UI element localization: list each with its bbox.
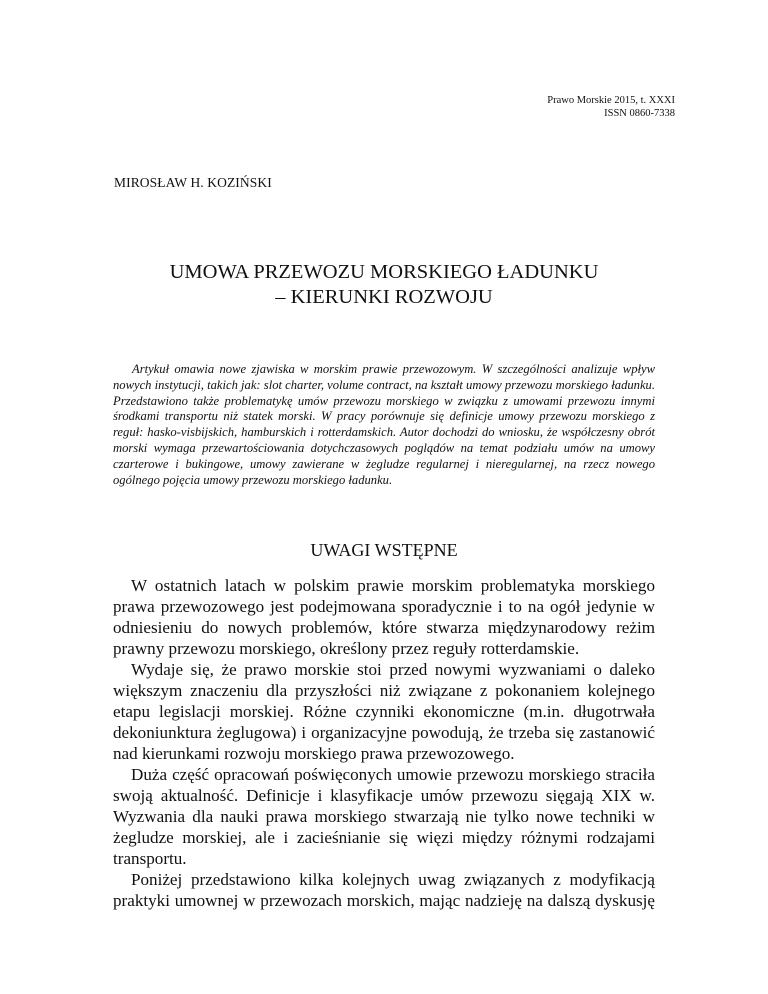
paragraph: Poniżej przedstawiono kilka kolejnych uwag związanych z modyfikacją praktyki umownej w przewozach morskich, mając nadzieję na dalszą dyskusję: [113, 870, 655, 910]
abstract: Artykuł omawia nowe zjawiska w morskim prawie przewozowym. W szczególności analizuje wpływ nowych instytucji, takich jak: slot charter, volume contract, na kształt umowy przewozu morskiego ładunku. Przedstawiono także problematykę umów przewozu morskiego w związku z umowami przewozu innymi środkami transportu niż statek morski. W pracy porównuje się definicje umowy przewozu morskiego z reguł: hasko-visbijskich, hamburskich i rotterdamskich. Autor dochodzi do wniosku, że współczesny obrót morski wymaga przewartościowania dotychczasowych poglądów na temat podziału umów na umowy czarterowe i bukingowe, umowy zawierane w żegludze regularnej i nieregularnej, na rzecz nowego ogólnego pojęcia umowy przewozu morskiego ładunku.: [113, 362, 655, 487]
section-heading: UWAGI WSTĘPNE: [310, 540, 458, 560]
journal-issn: ISSN 0860-7338: [604, 108, 675, 119]
author-name: MIROSŁAW H. KOZIŃSKI: [114, 175, 272, 190]
journal-citation: Prawo Morskie 2015, t. XXXI: [547, 95, 675, 106]
paragraph: Wydaje się, że prawo morskie stoi przed nowymi wyzwaniami o daleko większym znaczeniu dla przyszłości niż związane z pokonaniem kolejnego etapu legislacji morskiej. Różne czynniki ekonomiczne (m.in. długotrwała dekoniunktura żeglugowa) i organizacyjne powodują, że trzeba się zastanowić nad kierunkami rozwoju morskiego prawa przewozowego.: [113, 660, 655, 763]
journal-info: [547, 94, 675, 120]
article-title: [100, 260, 668, 310]
paragraph: Duża część opracowań poświęconych umowie przewozu morskiego straciła swoją aktualność. Definicje i klasyfikacje umów przewozu sięgają XIX w. Wyzwania dla nauki prawa morskiego stwarzają nie tylko nowe techniki w żegludze morskiej, ale i zacieśnianie się więzi między różnymi rodzajami transportu.: [113, 765, 655, 868]
article-title-line-2: – KIERUNKI ROZWOJU: [275, 286, 493, 308]
body-text: [113, 575, 655, 911]
article-title-line-1: UMOWA PRZEWOZU MORSKIEGO ŁADUNKU: [169, 261, 599, 283]
paragraph: W ostatnich latach w polskim prawie morskim problematyka morskiego prawa przewozowego jest podejmowana sporadycznie i to na ogół jedynie w odniesieniu do nowych problemów, które stwarza międzynarodowy reżim prawny przewozu morskiego, określony przez reguły rotterdamskie.: [113, 576, 655, 658]
